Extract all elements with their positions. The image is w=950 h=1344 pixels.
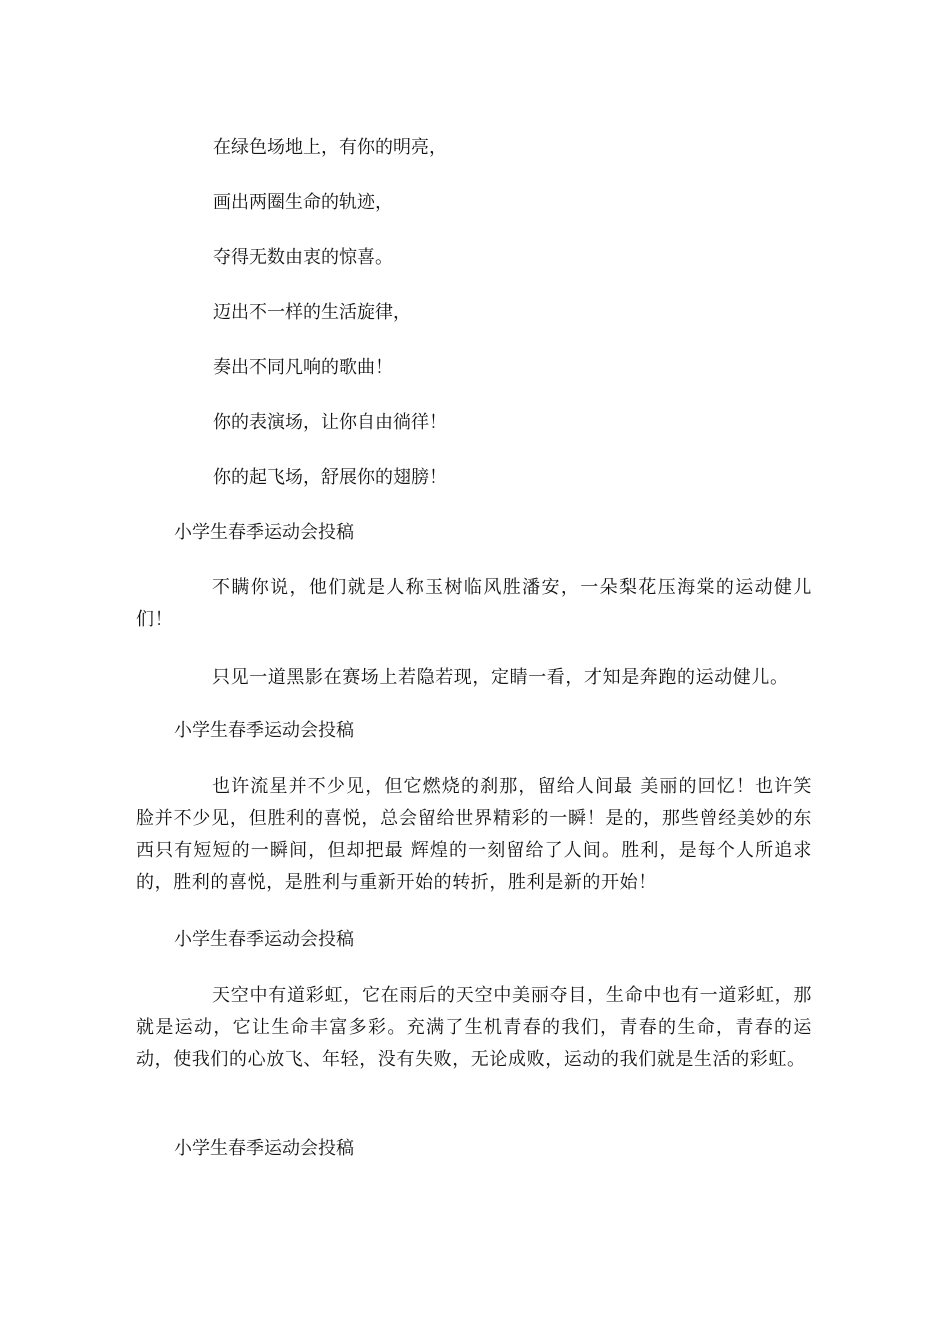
section-heading: 小学生春季运动会投稿: [174, 720, 354, 741]
poem-line: 你的表演场，让你自由徜徉！: [213, 412, 447, 433]
paragraph-rainbow: 天空中有道彩虹，它在雨后的天空中美丽夺目，生命中也有一道彩虹，那就是运动，它让生命丰富多彩。充满了生机青春的我们，青春的生命，青春的运动，使我们的心放飞、年轻，没有失败，无论成败，运动的我们就是生活的彩虹。: [136, 985, 812, 1070]
poem-line: 画出两圈生命的轨迹，: [213, 192, 393, 213]
section-heading: 小学生春季运动会投稿: [174, 522, 354, 543]
paragraph-shadow: 只见一道黑影在赛场上若隐若现，定睛一看，才知是奔跑的运动健儿。: [212, 667, 789, 688]
poem-line: 奏出不同凡响的歌曲！: [213, 357, 393, 378]
poem-line: 迈出不一样的生活旋律，: [213, 302, 411, 323]
section-heading: 小学生春季运动会投稿: [174, 929, 354, 950]
section-heading: 小学生春季运动会投稿: [174, 1138, 354, 1159]
paragraph-victory: 也许流星并不少见，但它燃烧的刹那，留给人间最 美丽的回忆！也许笑脸并不少见，但胜利的喜悦，总会留给世界精彩的一瞬！是的，那些曾经美妙的东西只有短短的一瞬间，但却把最 辉煌的一刻留给了人间。胜利，是每个人所追求的，胜利的喜悦，是胜利与重新开始的转折，胜利是新的开始！: [136, 776, 812, 893]
poem-line: 你的起飞场，舒展你的翅膀！: [213, 467, 447, 488]
poem-line: 在绿色场地上，有你的明亮，: [213, 137, 447, 158]
poem-line: 夺得无数由衷的惊喜。: [213, 247, 393, 268]
paragraph-athletes: 不瞒你说，他们就是人称玉树临风胜潘安，一朵梨花压海棠的运动健儿们！: [136, 577, 812, 630]
